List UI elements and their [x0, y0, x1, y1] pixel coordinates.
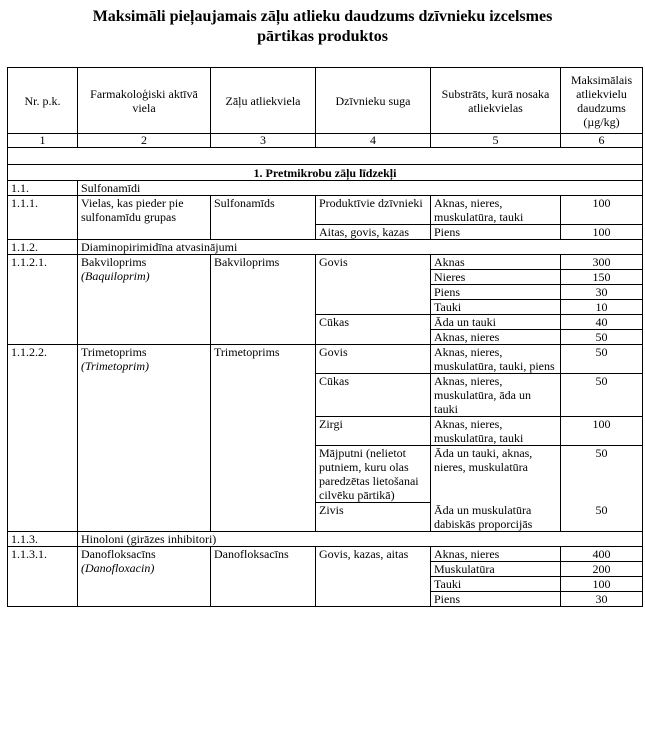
- residue-limits-table: [7, 67, 643, 607]
- target-tissue: Āda un muskulatūra dabiskās proporcijās: [431, 503, 561, 532]
- column-number: 1: [8, 134, 78, 148]
- target-tissue: Aknas, nieres, muskulatūra, tauki: [431, 196, 561, 225]
- max-residue-value: 50: [561, 345, 643, 374]
- max-residue-value: 200: [561, 561, 643, 576]
- header-residue: Zāļu atliekviela: [211, 68, 316, 134]
- animal-species: Zivis: [316, 503, 431, 532]
- document-title-line-1: Maksimāli pieļaujamais zāļu atlieku daudzums dzīvnieku izcelsmes: [92, 8, 553, 25]
- table-row: [8, 546, 643, 561]
- target-tissue: Tauki: [431, 576, 561, 591]
- max-residue-value: 100: [561, 225, 643, 240]
- row-number: 1.1.1.: [8, 196, 78, 240]
- header-max-residue: Maksimālais atliekvielu daudzums (µg/kg): [561, 68, 643, 134]
- max-residue-value: 150: [561, 270, 643, 285]
- header-animal-species: Dzīvnieku suga: [316, 68, 431, 134]
- animal-species: Cūkas: [316, 315, 431, 345]
- table-row: [8, 255, 643, 270]
- row-number: 1.1.2.1.: [8, 255, 78, 345]
- active-substance: [78, 255, 211, 345]
- max-residue-value: 100: [561, 417, 643, 446]
- max-residue-value: 10: [561, 300, 643, 315]
- document-title-line-2: pārtikas produktos: [257, 28, 388, 45]
- target-tissue: Aknas, nieres: [431, 546, 561, 561]
- group-row: [8, 181, 643, 196]
- active-substance: [78, 546, 211, 606]
- substance-latin-name: (Trimetoprim): [81, 359, 150, 373]
- group-row: [8, 531, 643, 546]
- column-number: 3: [211, 134, 316, 148]
- animal-species: Zirgi: [316, 417, 431, 446]
- target-tissue: Aknas, nieres: [431, 330, 561, 345]
- column-number: 4: [316, 134, 431, 148]
- substance-latin-name: (Danofloxacin): [81, 560, 155, 575]
- target-tissue: Aknas, nieres, muskulatūra, tauki: [431, 417, 561, 446]
- column-number: 5: [431, 134, 561, 148]
- row-number: 1.1.2.: [8, 240, 78, 255]
- column-number: 6: [561, 134, 643, 148]
- substance-name: Bakviloprims: [81, 255, 147, 269]
- residue-name: Sulfonamīds: [211, 196, 316, 240]
- group-title: Hinoloni (girāzes inhibitori): [78, 531, 643, 546]
- animal-species: Mājputni (nelietot putniem, kuru olas paredzētas lietošanai cilvēku pārtikā): [316, 446, 431, 503]
- row-number: 1.1.3.1.: [8, 546, 78, 606]
- header-row: [8, 68, 643, 134]
- max-residue-value: 50: [561, 446, 643, 503]
- table-row: [8, 345, 643, 374]
- target-tissue: Aknas, nieres, muskulatūra, āda un tauki: [431, 374, 561, 417]
- max-residue-value: 50: [561, 374, 643, 417]
- animal-species: Govis: [316, 345, 431, 374]
- animal-species: Govis, kazas, aitas: [316, 546, 431, 606]
- animal-species: Cūkas: [316, 374, 431, 417]
- header-active-substance: Farmakoloģiski aktīvā viela: [78, 68, 211, 134]
- target-tissue: Nieres: [431, 270, 561, 285]
- target-tissue: Piens: [431, 225, 561, 240]
- residue-name: Bakviloprims: [211, 255, 316, 345]
- target-tissue: Aknas: [431, 255, 561, 270]
- max-residue-value: 40: [561, 315, 643, 330]
- active-substance: [78, 345, 211, 532]
- max-residue-value: 400: [561, 546, 643, 561]
- spacer-row: [8, 148, 643, 165]
- max-residue-value: 50: [561, 503, 643, 532]
- animal-species: Produktīvie dzīvnieki: [316, 196, 431, 225]
- row-number: 1.1.3.: [8, 531, 78, 546]
- row-number: 1.1.2.2.: [8, 345, 78, 532]
- max-residue-value: 30: [561, 591, 643, 606]
- substance-name: Trimetoprims: [81, 345, 147, 359]
- residue-name: Danofloksacīns: [211, 546, 316, 606]
- target-tissue: Muskulatūra: [431, 561, 561, 576]
- residue-name: Trimetoprims: [211, 345, 316, 532]
- row-number: 1.1.: [8, 181, 78, 196]
- section-title: 1. Pretmikrobu zāļu līdzekļi: [8, 165, 643, 181]
- animal-species: Aitas, govis, kazas: [316, 225, 431, 240]
- section-row: [8, 165, 643, 181]
- target-tissue: Āda un tauki, aknas, nieres, muskulatūra: [431, 446, 561, 503]
- active-substance: Vielas, kas pieder pie sulfonamīdu grupas: [78, 196, 211, 240]
- max-residue-value: 100: [561, 196, 643, 225]
- column-number: 2: [78, 134, 211, 148]
- animal-species: Govis: [316, 255, 431, 315]
- header-target-tissue: Substrāts, kurā nosaka atliekvielas: [431, 68, 561, 134]
- group-title: Sulfonamīdi: [78, 181, 643, 196]
- group-title: Diaminopirimidīna atvasinājumi: [78, 240, 643, 255]
- substance-name: Danofloksacīns: [81, 546, 156, 561]
- column-number-row: [8, 134, 643, 148]
- target-tissue: Piens: [431, 285, 561, 300]
- max-residue-value: 100: [561, 576, 643, 591]
- table-row: [8, 196, 643, 225]
- max-residue-value: 50: [561, 330, 643, 345]
- max-residue-value: 30: [561, 285, 643, 300]
- header-nr: Nr. p.k.: [8, 68, 78, 134]
- target-tissue: Āda un tauki: [431, 315, 561, 330]
- target-tissue: Piens: [431, 591, 561, 606]
- substance-latin-name: (Baquiloprim): [81, 269, 150, 283]
- group-row: [8, 240, 643, 255]
- target-tissue: Tauki: [431, 300, 561, 315]
- target-tissue: Aknas, nieres, muskulatūra, tauki, piens: [431, 345, 561, 374]
- max-residue-value: 300: [561, 255, 643, 270]
